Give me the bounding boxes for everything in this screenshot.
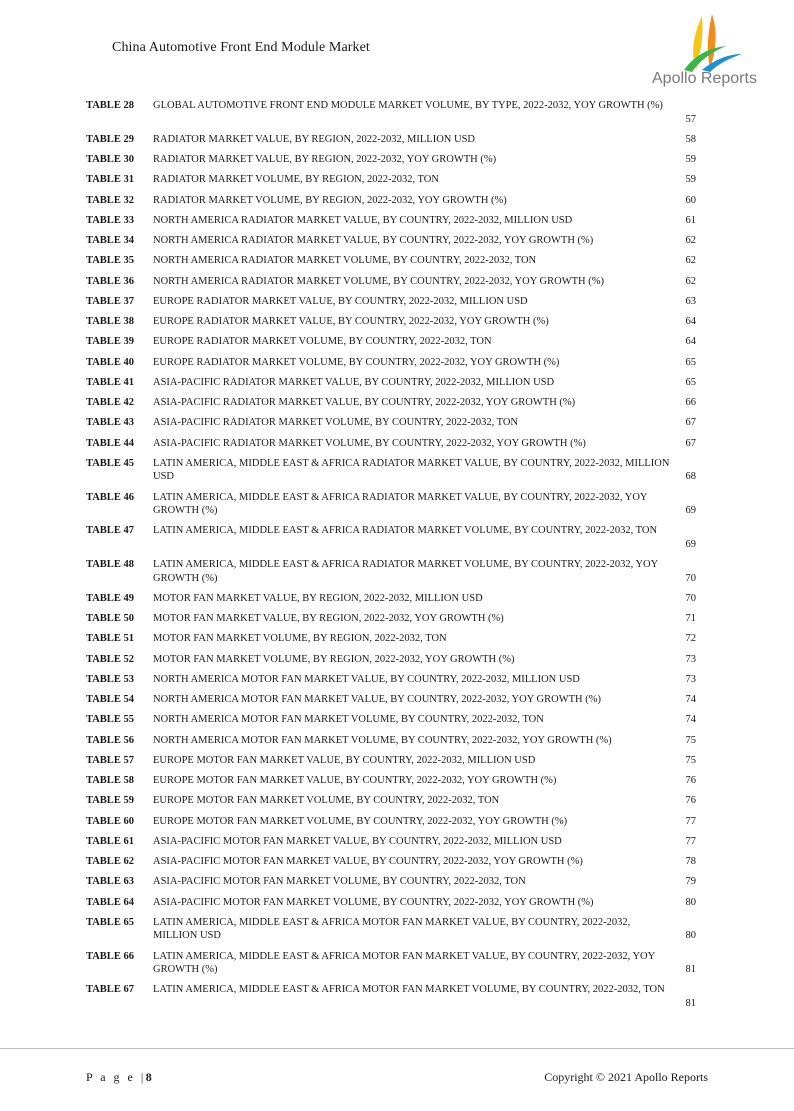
toc-entry-page: 64	[685, 316, 696, 327]
toc-entry-label: TABLE 40	[86, 356, 134, 368]
toc-entry-page: 71	[685, 613, 696, 624]
toc-entry[interactable]	[86, 673, 706, 687]
toc-entry[interactable]	[86, 214, 706, 228]
toc-entry-label: TABLE 44	[86, 437, 134, 449]
toc-entry-title: EUROPE MOTOR FAN MARKET VOLUME, BY COUNTRY, 2022-2032, TON	[153, 795, 500, 807]
toc-entry-page: 72	[685, 633, 696, 645]
toc-entry[interactable]	[86, 983, 706, 1010]
toc-entry-page: 60	[685, 194, 696, 206]
toc-entry-title: NORTH AMERICA MOTOR FAN MARKET VALUE, BY COUNTRY, 2022-2032, YOY GROWTH (%)	[153, 694, 601, 705]
toc-entry[interactable]	[86, 315, 706, 329]
toc-entry-label: TABLE 59	[86, 795, 134, 807]
toc-entry-title: ASIA-PACIFIC MOTOR FAN MARKET VOLUME, BY COUNTRY, 2022-2032, YOY GROWTH (%)	[153, 896, 594, 908]
toc-entry-page: 67	[685, 417, 696, 429]
toc-entry[interactable]	[86, 491, 706, 518]
toc-entry-page: 81	[685, 997, 696, 1009]
toc-entry-page: 80	[685, 896, 696, 908]
toc-entry-page: 73	[685, 653, 696, 665]
toc-entry-page: 57	[685, 113, 696, 125]
toc-entry[interactable]	[86, 275, 706, 289]
toc-entry-label: TABLE 56	[86, 734, 134, 746]
toc-entry-label: TABLE 48	[86, 559, 134, 570]
toc-entry-title: ASIA-PACIFIC RADIATOR MARKET VOLUME, BY COUNTRY, 2022-2032, YOY GROWTH (%)	[153, 437, 586, 449]
logo-orange-petal	[708, 14, 716, 68]
toc-entry-label: TABLE 34	[86, 235, 134, 246]
toc-entry-label: TABLE 61	[86, 835, 134, 847]
toc-entry[interactable]	[86, 592, 706, 606]
toc-entry-title: EUROPE RADIATOR MARKET VOLUME, BY COUNTRY, 2022-2032, TON	[153, 336, 492, 348]
toc-entry-label: TABLE 45	[86, 457, 134, 469]
toc-entry[interactable]	[86, 254, 706, 268]
toc-entry-label: TABLE 42	[86, 397, 134, 408]
toc-entry-label: TABLE 30	[86, 154, 134, 165]
toc-entry-title: ASIA-PACIFIC RADIATOR MARKET VALUE, BY COUNTRY, 2022-2032, YOY GROWTH (%)	[153, 397, 576, 408]
toc-entry-title: LATIN AMERICA, MIDDLE EAST & AFRICA RADIATOR MARKET VOLUME, BY COUNTRY, 2022-2032, TON	[153, 525, 658, 537]
toc-entry-page: 59	[685, 174, 696, 186]
toc-entry-label: TABLE 50	[86, 613, 134, 624]
toc-entry-page: 70	[685, 592, 696, 604]
toc-entry-label: TABLE 67	[86, 984, 134, 996]
toc-entry[interactable]	[86, 99, 706, 126]
toc-entry-label: TABLE 39	[86, 336, 134, 348]
toc-entry[interactable]	[86, 356, 706, 370]
toc-entry-label: TABLE 47	[86, 525, 134, 537]
toc-entry-page: 78	[685, 856, 696, 867]
toc-entry-label: TABLE 55	[86, 714, 134, 726]
toc-entry-title: LATIN AMERICA, MIDDLE EAST & AFRICA MOTOR FAN MARKET VALUE, BY COUNTRY, 2022-2032, YOY GROWTH (%)	[153, 950, 655, 975]
toc-entry-page: 70	[685, 572, 696, 584]
toc-entry[interactable]	[86, 558, 706, 585]
toc-entry[interactable]	[86, 396, 706, 410]
toc-entry-label: TABLE 35	[86, 255, 134, 267]
toc-entry-title: EUROPE MOTOR FAN MARKET VALUE, BY COUNTRY, 2022-2032, MILLION USD	[153, 754, 536, 766]
toc-entry[interactable]	[86, 794, 706, 808]
toc-entry[interactable]	[86, 524, 706, 551]
toc-entry-title: NORTH AMERICA RADIATOR MARKET VALUE, BY COUNTRY, 2022-2032, YOY GROWTH (%)	[153, 235, 594, 246]
toc-entry-title: GLOBAL AUTOMOTIVE FRONT END MODULE MARKET VOLUME, BY TYPE, 2022-2032, YOY GROWTH (%)	[153, 100, 663, 111]
toc-entry-title: ASIA-PACIFIC RADIATOR MARKET VALUE, BY COUNTRY, 2022-2032, MILLION USD	[153, 376, 555, 388]
toc-entry-title: ASIA-PACIFIC MOTOR FAN MARKET VALUE, BY COUNTRY, 2022-2032, YOY GROWTH (%)	[153, 856, 583, 867]
toc-entry-label: TABLE 29	[86, 133, 134, 145]
toc-entry-page: 62	[685, 235, 696, 246]
toc-entry-title: EUROPE RADIATOR MARKET VOLUME, BY COUNTRY, 2022-2032, YOY GROWTH (%)	[153, 356, 560, 368]
toc-entry[interactable]	[86, 133, 706, 147]
toc-entry-title: ASIA-PACIFIC RADIATOR MARKET VOLUME, BY COUNTRY, 2022-2032, TON	[153, 417, 519, 429]
toc-entry-title: EUROPE MOTOR FAN MARKET VALUE, BY COUNTRY, 2022-2032, YOY GROWTH (%)	[153, 775, 557, 786]
toc-entry-page: 59	[685, 154, 696, 165]
toc-entry-title: LATIN AMERICA, MIDDLE EAST & AFRICA RADIATOR MARKET VALUE, BY COUNTRY, 2022-2032, YOY GROWTH (%)	[153, 491, 648, 516]
toc-entry-page: 61	[685, 214, 696, 226]
toc-entry-title: LATIN AMERICA, MIDDLE EAST & AFRICA RADIATOR MARKET VALUE, BY COUNTRY, 2022-2032, MILLION USD	[153, 457, 670, 483]
toc-entry-label: TABLE 53	[86, 673, 134, 685]
toc-entry-label: TABLE 43	[86, 417, 134, 429]
toc-entry-label: TABLE 49	[86, 592, 134, 604]
toc-entry-page: 74	[685, 714, 696, 726]
toc-entry[interactable]	[86, 234, 706, 248]
toc-entry[interactable]	[86, 653, 706, 667]
toc-entry-page: 63	[685, 295, 696, 307]
toc-entry-title: RADIATOR MARKET VALUE, BY REGION, 2022-2032, MILLION USD	[153, 133, 476, 145]
toc-entry[interactable]	[86, 632, 706, 646]
toc-entry[interactable]	[86, 855, 706, 869]
toc-entry[interactable]	[86, 153, 706, 167]
toc-entry[interactable]	[86, 437, 706, 451]
toc-entry-page: 58	[685, 133, 696, 145]
toc-entry-title: NORTH AMERICA RADIATOR MARKET VOLUME, BY COUNTRY, 2022-2032, TON	[153, 255, 537, 267]
toc-entry-title: RADIATOR MARKET VOLUME, BY REGION, 2022-2032, TON	[153, 174, 439, 186]
toc-entry-page: 74	[685, 694, 696, 705]
toc-entry-page: 64	[685, 336, 696, 348]
toc-entry-page: 76	[685, 775, 696, 786]
toc-entry-label: TABLE 41	[86, 376, 134, 388]
toc-entry-label: TABLE 64	[86, 896, 134, 908]
toc-entry-title: RADIATOR MARKET VALUE, BY REGION, 2022-2032, YOY GROWTH (%)	[153, 154, 497, 165]
toc-entry-page: 80	[685, 930, 696, 942]
toc-entry-label: TABLE 60	[86, 815, 134, 827]
toc-entry-label: TABLE 54	[86, 694, 134, 705]
toc-entry-page: 76	[685, 795, 696, 807]
toc-entry-title: ASIA-PACIFIC MOTOR FAN MARKET VALUE, BY COUNTRY, 2022-2032, MILLION USD	[153, 835, 562, 847]
footer-divider	[0, 1048, 794, 1049]
toc-entry-title: NORTH AMERICA RADIATOR MARKET VOLUME, BY COUNTRY, 2022-2032, YOY GROWTH (%)	[153, 275, 604, 287]
toc-entry[interactable]	[86, 916, 706, 943]
toc-entry-label: TABLE 63	[86, 876, 134, 888]
toc-entry-page: 77	[685, 835, 696, 847]
toc-entry[interactable]	[86, 416, 706, 430]
toc-entry[interactable]	[86, 612, 706, 626]
toc-entry-label: TABLE 66	[86, 950, 134, 962]
toc-entry-title: MOTOR FAN MARKET VOLUME, BY REGION, 2022-2032, YOY GROWTH (%)	[153, 653, 515, 665]
toc-entry-page: 66	[685, 397, 696, 408]
toc-entry[interactable]	[86, 376, 706, 390]
toc-entry[interactable]	[86, 835, 706, 849]
footer-page-number	[86, 1070, 152, 1085]
toc-entry-title: MOTOR FAN MARKET VALUE, BY REGION, 2022-2032, MILLION USD	[153, 592, 483, 604]
table-list	[86, 99, 706, 1017]
toc-entry[interactable]	[86, 734, 706, 748]
toc-entry-label: TABLE 58	[86, 775, 134, 786]
toc-entry-label: TABLE 62	[86, 856, 134, 867]
toc-entry-page: 75	[685, 754, 696, 766]
toc-entry-page: 62	[685, 275, 696, 287]
toc-entry-page: 81	[685, 964, 696, 975]
toc-entry[interactable]	[86, 713, 706, 727]
toc-entry-page: 73	[685, 673, 696, 685]
toc-entry-title: LATIN AMERICA, MIDDLE EAST & AFRICA MOTOR FAN MARKET VOLUME, BY COUNTRY, 2022-2032, TON	[153, 984, 665, 996]
toc-entry-page: 77	[685, 815, 696, 827]
toc-entry-label: TABLE 46	[86, 491, 134, 503]
toc-entry-page: 65	[685, 356, 696, 368]
document-title: China Automotive Front End Module Market	[112, 40, 370, 55]
toc-entry-title: MOTOR FAN MARKET VALUE, BY REGION, 2022-2032, YOY GROWTH (%)	[153, 613, 504, 624]
toc-entry-title: NORTH AMERICA MOTOR FAN MARKET VOLUME, BY COUNTRY, 2022-2032, TON	[153, 714, 544, 726]
toc-entry[interactable]	[86, 774, 706, 788]
toc-entry-title: NORTH AMERICA RADIATOR MARKET VALUE, BY COUNTRY, 2022-2032, MILLION USD	[153, 214, 573, 226]
toc-entry-page: 75	[685, 734, 696, 746]
toc-entry[interactable]	[86, 457, 706, 484]
toc-entry-title: NORTH AMERICA MOTOR FAN MARKET VALUE, BY COUNTRY, 2022-2032, MILLION USD	[153, 673, 580, 685]
toc-entry-label: TABLE 28	[86, 100, 134, 111]
toc-entry[interactable]	[86, 335, 706, 349]
toc-entry-page: 65	[685, 376, 696, 388]
toc-entry-label: TABLE 33	[86, 214, 134, 226]
toc-entry[interactable]	[86, 295, 706, 309]
toc-entry-label: TABLE 31	[86, 174, 134, 186]
toc-entry-title: EUROPE MOTOR FAN MARKET VOLUME, BY COUNTRY, 2022-2032, YOY GROWTH (%)	[153, 815, 568, 827]
toc-entry-title: RADIATOR MARKET VOLUME, BY REGION, 2022-2032, YOY GROWTH (%)	[153, 194, 507, 206]
toc-entry-page: 67	[685, 437, 696, 449]
toc-entry[interactable]	[86, 754, 706, 768]
toc-entry-label: TABLE 65	[86, 916, 134, 928]
toc-entry-title: EUROPE RADIATOR MARKET VALUE, BY COUNTRY, 2022-2032, YOY GROWTH (%)	[153, 316, 549, 327]
toc-entry[interactable]	[86, 815, 706, 829]
logo-text: Apollo Reports	[652, 70, 757, 87]
toc-entry[interactable]	[86, 173, 706, 187]
toc-entry-title: ASIA-PACIFIC MOTOR FAN MARKET VOLUME, BY COUNTRY, 2022-2032, TON	[153, 876, 526, 888]
toc-entry-title: LATIN AMERICA, MIDDLE EAST & AFRICA RADIATOR MARKET VOLUME, BY COUNTRY, 2022-2032, YOY GROWTH (%)	[153, 559, 658, 584]
toc-entry-title: LATIN AMERICA, MIDDLE EAST & AFRICA MOTOR FAN MARKET VALUE, BY COUNTRY, 2022-2032, MILLION USD	[153, 916, 631, 942]
toc-entry-label: TABLE 38	[86, 316, 134, 327]
toc-entry-label: TABLE 37	[86, 295, 134, 307]
page-number: 8	[145, 1070, 152, 1084]
toc-entry-page: 79	[685, 876, 696, 888]
toc-entry-label: TABLE 32	[86, 194, 134, 206]
toc-entry-page: 68	[685, 471, 696, 483]
toc-entry-title: MOTOR FAN MARKET VOLUME, BY REGION, 2022-2032, TON	[153, 633, 447, 645]
toc-entry-title: NORTH AMERICA MOTOR FAN MARKET VOLUME, BY COUNTRY, 2022-2032, YOY GROWTH (%)	[153, 734, 612, 746]
toc-entry-page: 69	[685, 538, 696, 550]
footer-copyright: Copyright © 2021 Apollo Reports	[544, 1070, 708, 1084]
toc-entry-page: 62	[685, 255, 696, 267]
toc-entry-page: 69	[685, 505, 696, 516]
toc-entry-label: TABLE 51	[86, 633, 134, 645]
toc-entry[interactable]	[86, 194, 706, 208]
toc-entry[interactable]	[86, 875, 706, 889]
toc-entry-label: TABLE 57	[86, 754, 134, 766]
toc-entry[interactable]	[86, 950, 706, 977]
toc-entry-label: TABLE 52	[86, 653, 134, 665]
toc-entry[interactable]	[86, 896, 706, 910]
toc-entry-title: EUROPE RADIATOR MARKET VALUE, BY COUNTRY, 2022-2032, MILLION USD	[153, 295, 528, 307]
toc-entry[interactable]	[86, 693, 706, 707]
page-prefix: P a g e |	[86, 1070, 146, 1084]
toc-entry-label: TABLE 36	[86, 275, 134, 287]
